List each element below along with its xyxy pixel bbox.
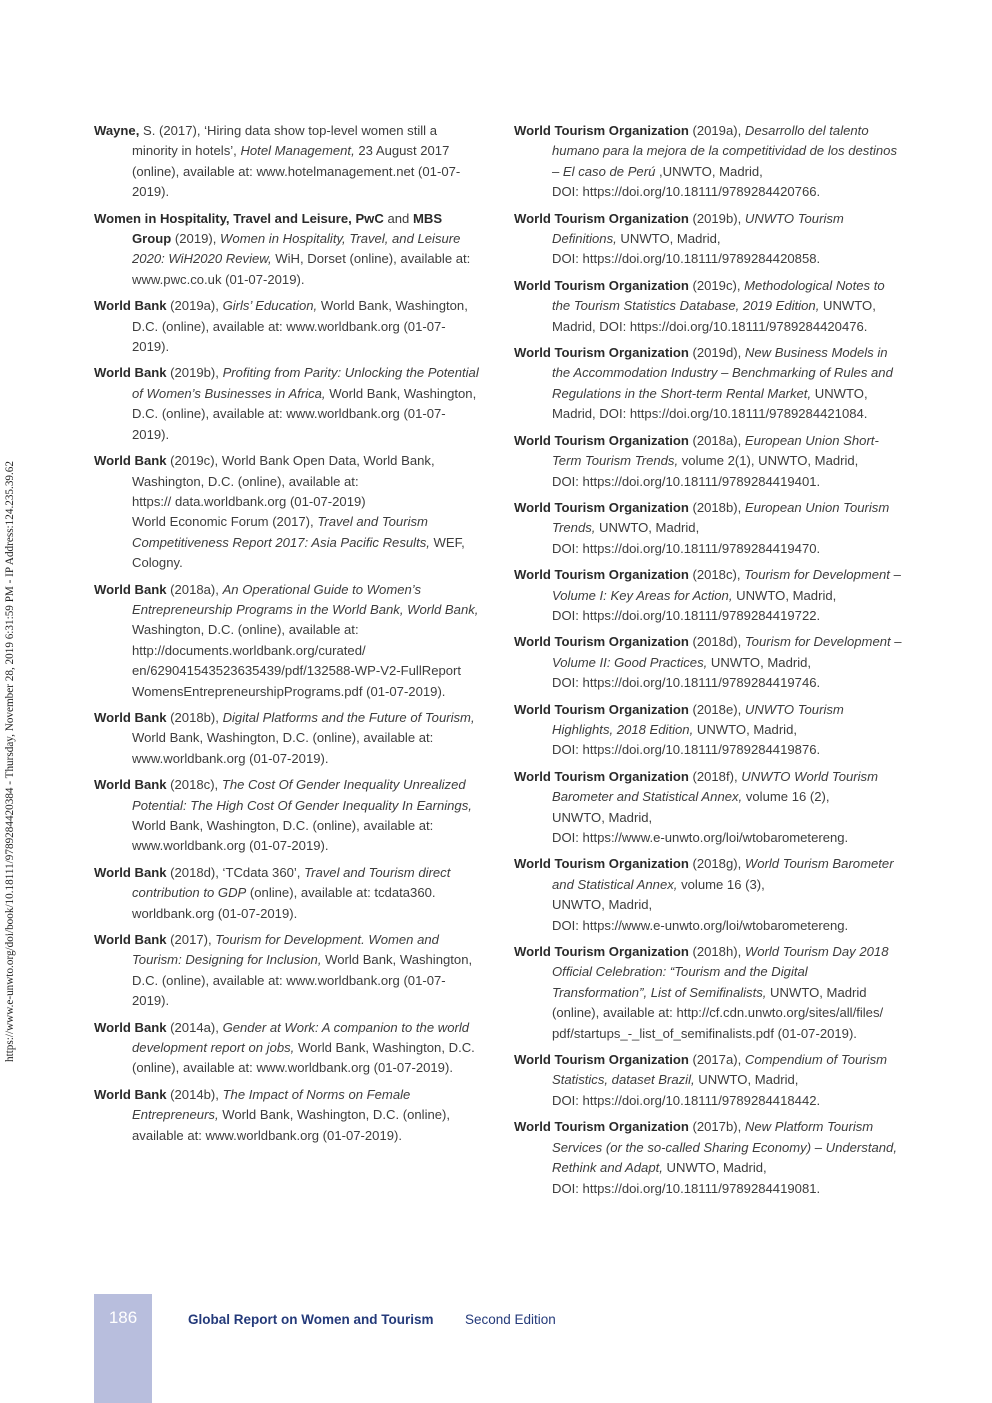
reference-entry: [94, 363, 480, 445]
reference-details: (online), available at: tcdata360. worldbank.org (01-07-2019).: [132, 885, 436, 921]
reference-author: World Bank: [94, 932, 167, 948]
reference-details: UNWTO, Madrid, DOI: https://doi.org/10.18111/9789284421084.: [552, 385, 868, 422]
reference-title: Tourism for Development – Volume II: Good Practices,: [552, 634, 902, 670]
reference-author: World Bank: [94, 298, 167, 314]
reference-details: volume 2(1), UNWTO, Madrid, DOI: https://doi.org/10.18111/9789284419401.: [552, 453, 859, 489]
reference-author: World Tourism Organization: [514, 1119, 689, 1135]
reference-title: Travel and Tourism direct contribution to GDP: [132, 864, 451, 901]
reference-details: (2018c),: [166, 777, 222, 793]
reference-entry: [514, 276, 902, 337]
reference-entry: [514, 942, 902, 1044]
reference-details: UNWTO, Madrid, DOI: https://doi.org/10.18111/9789284419722.: [552, 587, 837, 623]
reference-title: Travel and Tourism Competitiveness Report 2017: Asia Pacific Results,: [132, 514, 430, 550]
reference-author: World Tourism Organization: [514, 499, 689, 515]
reference-details: (2019a),: [166, 298, 223, 314]
reference-entry: [94, 775, 480, 857]
reference-details: World Bank, Washington, D.C. (online), available at: www.worldbank.org (01-07-2019).: [132, 1107, 451, 1143]
reference-author: World Tourism Organization: [514, 210, 689, 226]
reference-entry: [514, 431, 902, 492]
reference-details: (2017),: [166, 932, 216, 948]
reference-author: World Tourism Organization: [514, 123, 689, 138]
reference-details: (2018c),: [688, 567, 745, 583]
reference-entry: [514, 343, 902, 425]
reference-details: (2018a),: [688, 432, 745, 448]
reference-details: World Bank, Washington, D.C. (online), available at: www.worldbank.org (01-07-2019).: [132, 385, 477, 442]
page-number: 186: [108, 1308, 138, 1327]
reference-author: World Bank: [94, 1086, 167, 1102]
reference-details: World Bank, Washington, D.C. (online), available at: www.worldbank.org (01-07-2019).: [132, 298, 468, 355]
reference-entry: [514, 700, 902, 761]
reference-details: (2018a),: [166, 581, 223, 597]
reference-entry: [514, 854, 902, 936]
reference-details: ,UNWTO, Madrid, DOI: https://doi.org/10.18111/9789284420766.: [552, 163, 821, 200]
reference-author: World Tourism Organization: [514, 277, 689, 293]
reference-details: UNWTO, Madrid (online), available at: http://cf.cdn.unwto.org/sites/all/files/ pdf/startups_-_list_of_semifinalists.pdf (01-07-2019).: [552, 984, 884, 1041]
reference-author: World Bank: [94, 777, 167, 793]
reference-title: Tourism for Development. Women and Tourism: Designing for Inclusion,: [132, 932, 439, 968]
reference-details: UNWTO, Madrid, DOI: https://doi.org/10.18111/9789284419876.: [552, 721, 821, 758]
reference-author: World Bank: [94, 581, 167, 597]
reference-details: 23 August 2017 (online), available at: www.hotelmanagement.net (01-07-2019).: [132, 143, 461, 200]
reference-details: (2019c),: [688, 277, 745, 293]
reference-details: (2019d),: [688, 345, 745, 361]
reference-entry: [94, 451, 480, 573]
reference-entry: [94, 708, 480, 769]
reference-title: World Tourism Barometer and Statistical Annex,: [552, 856, 894, 892]
reference-details: UNWTO, Madrid, DOI: https://doi.org/10.18111/9789284420476.: [552, 298, 876, 334]
reference-author: Women in Hospitality, Travel and Leisure, PwC: [94, 210, 384, 226]
reference-details: World Bank, Washington, D.C. (online), available at: www.worldbank.org (01-07-2019).: [132, 952, 473, 1009]
reference-author: World Bank: [94, 453, 167, 469]
reference-author: MBS Group: [132, 210, 443, 247]
reference-details: (2018d), ‘TCdata 360’,: [166, 864, 305, 880]
reference-author: Wayne,: [94, 123, 140, 138]
reference-title: Hotel Management,: [240, 143, 355, 159]
reference-title: Profiting from Parity: Unlocking the Potential of Women’s Businesses in Africa,: [132, 365, 479, 401]
reference-details: (2018e),: [688, 701, 745, 717]
footer-report-title: Global Report on Women and Tourism: [188, 1312, 434, 1327]
reference-author: World Tourism Organization: [514, 432, 689, 448]
reference-author: World Tourism Organization: [514, 856, 689, 872]
reference-author: World Tourism Organization: [514, 701, 689, 717]
reference-title: Girls’ Education,: [222, 298, 318, 314]
reference-title: UNWTO World Tourism Barometer and Statistical Annex,: [552, 768, 879, 805]
reference-author: World Tourism Organization: [514, 345, 689, 361]
reference-entry: [514, 498, 902, 559]
reference-author: World Bank: [94, 864, 167, 880]
reference-details: (2019a),: [688, 123, 745, 138]
reference-details: UNWTO, Madrid, DOI: https://doi.org/10.18111/9789284419470.: [552, 520, 821, 556]
reference-author: World Bank: [94, 365, 167, 381]
reference-title: Desarrollo del talento humano para la mejora de la competitividad de los destinos – El caso de Perú: [552, 123, 898, 179]
reference-details: (2018d),: [688, 634, 745, 650]
reference-entry: [514, 121, 902, 203]
reference-entry: [514, 565, 902, 626]
reference-entry: [94, 121, 480, 203]
reference-details: S. (2017), ‘Hiring data show top-level women still a minority in hotels’,: [132, 123, 438, 159]
reference-details: UNWTO, Madrid, DOI: https://doi.org/10.18111/9789284420858.: [552, 231, 821, 267]
reference-details: (2019),: [171, 231, 221, 247]
reference-author: World Tourism Organization: [514, 768, 689, 784]
reference-author: World Tourism Organization: [514, 567, 689, 583]
reference-title: UNWTO Tourism Definitions,: [552, 210, 844, 247]
reference-entry: [514, 1050, 902, 1111]
reference-title: Women in Hospitality, Travel, and Leisure 2020: WiH2020 Review,: [132, 231, 461, 267]
reference-entry: [94, 863, 480, 924]
reference-author: World Bank: [94, 709, 167, 725]
reference-entry: [514, 1117, 902, 1199]
reference-entry: [94, 209, 480, 291]
reference-author: World Tourism Organization: [514, 944, 689, 960]
reference-title: European Union Tourism Trends,: [552, 499, 890, 536]
reference-details: World Bank, Washington, D.C. (online), available at: www.worldbank.org (01-07-2019).: [132, 730, 434, 766]
reference-details: WiH, Dorset (online), available at: www.pwc.co.uk (01-07-2019).: [132, 251, 471, 287]
reference-title: World Tourism Day 2018 Official Celebration: “Tourism and the Digital Transformation”, List of Semifinalists,: [552, 944, 889, 1000]
reference-details: (2014b),: [166, 1086, 223, 1102]
reference-details: UNWTO, Madrid, DOI: https://doi.org/10.18111/9789284418442.: [552, 1072, 821, 1108]
reference-entry: [514, 209, 902, 270]
reference-title: New Platform Tourism Services (or the so-called Sharing Economy) – Understand, Rethink and Adapt,: [552, 1119, 897, 1176]
reference-title: Methodological Notes to the Tourism Statistics Database, 2019 Edition,: [552, 277, 885, 314]
download-watermark: https://www.e-unwto.org/doi/book/10.18111/9789284420384 - Thursday, November 28, 2019 6:31:59 PM - IP Address:124.235.39.62: [4, 461, 16, 1062]
reference-details: (2014a),: [166, 1019, 223, 1035]
reference-author: World Tourism Organization: [514, 634, 689, 650]
reference-details: (2018b),: [166, 709, 223, 725]
reference-entry: [514, 632, 902, 693]
reference-details: (2019b),: [166, 365, 223, 381]
reference-details: (2018g),: [688, 856, 745, 872]
reference-details: (2018h),: [688, 944, 745, 960]
reference-details: (2018b),: [688, 499, 745, 515]
reference-details: volume 16 (2), UNWTO, Madrid, DOI: https://www.e-unwto.org/loi/wtobarometereng.: [552, 789, 849, 845]
reference-title: Digital Platforms and the Future of Tourism,: [222, 709, 475, 725]
reference-title: The Cost Of Gender Inequality Unrealized Potential: The High Cost Of Gender Inequality In Earnings,: [132, 777, 472, 813]
reference-entry: [514, 767, 902, 849]
footer-edition: Second Edition: [465, 1312, 556, 1327]
reference-entry: [94, 1018, 480, 1079]
reference-details: Washington, D.C. (online), available at: http://documents.worldbank.org/curated/ en/629041543523635439/pdf/132588-WP-V2-FullReport WomensEntrepreneurshipPrograms.pdf (01-07-2019).: [132, 622, 462, 699]
reference-author: World Bank: [94, 1019, 167, 1035]
reference-details: (2017a),: [688, 1052, 745, 1068]
reference-details: (2019b),: [688, 210, 745, 226]
reference-title: European Union Short-Term Tourism Trends,: [552, 432, 879, 469]
reference-details: (2017b),: [688, 1119, 745, 1135]
reference-title: Tourism for Development – Volume I: Key Areas for Action,: [552, 567, 901, 603]
reference-title: Compendium of Tourism Statistics, dataset Brazil,: [552, 1052, 888, 1088]
reference-title: The Impact of Norms on Female Entrepreneurs,: [132, 1086, 411, 1123]
reference-entry: [94, 296, 480, 357]
references-right-column: [514, 121, 902, 1205]
reference-details: (2018f),: [688, 768, 742, 784]
references-left-column: [94, 121, 480, 1152]
reference-entry: [94, 930, 480, 1012]
reference-details: volume 16 (3), UNWTO, Madrid, DOI: https://www.e-unwto.org/loi/wtobarometereng.: [552, 876, 849, 933]
page-number-tab: [94, 1294, 152, 1403]
reference-details: WEF, Cologny.: [132, 534, 465, 571]
reference-details: (2019c), World Bank Open Data, World Bank, Washington, D.C. (online), available at: https:// data.worldbank.org (01-07-2019) World Economic Forum (2017),: [132, 453, 435, 530]
reference-details: World Bank, Washington, D.C. (online), available at: www.worldbank.org (01-07-2019).: [132, 1040, 475, 1076]
reference-details: UNWTO, Madrid, DOI: https://doi.org/10.18111/9789284419746.: [552, 654, 821, 691]
reference-title: UNWTO Tourism Highlights, 2018 Edition,: [552, 701, 844, 737]
reference-details: UNWTO, Madrid, DOI: https://doi.org/10.18111/9789284419081.: [552, 1160, 821, 1196]
reference-title: An Operational Guide to Women’s Entrepreneurship Programs in the World Bank, World Bank,: [132, 581, 479, 617]
reference-details: and: [383, 210, 413, 226]
reference-author: World Tourism Organization: [514, 1052, 689, 1068]
reference-entry: [94, 580, 480, 702]
reference-details: World Bank, Washington, D.C. (online), available at: www.worldbank.org (01-07-2019).: [132, 818, 434, 854]
reference-title: New Business Models in the Accommodation Industry – Benchmarking of Rules and Regulations in the Short-term Rental Market,: [552, 345, 893, 401]
reference-title: Gender at Work: A companion to the world development report on jobs,: [132, 1019, 470, 1056]
reference-entry: [94, 1085, 480, 1146]
